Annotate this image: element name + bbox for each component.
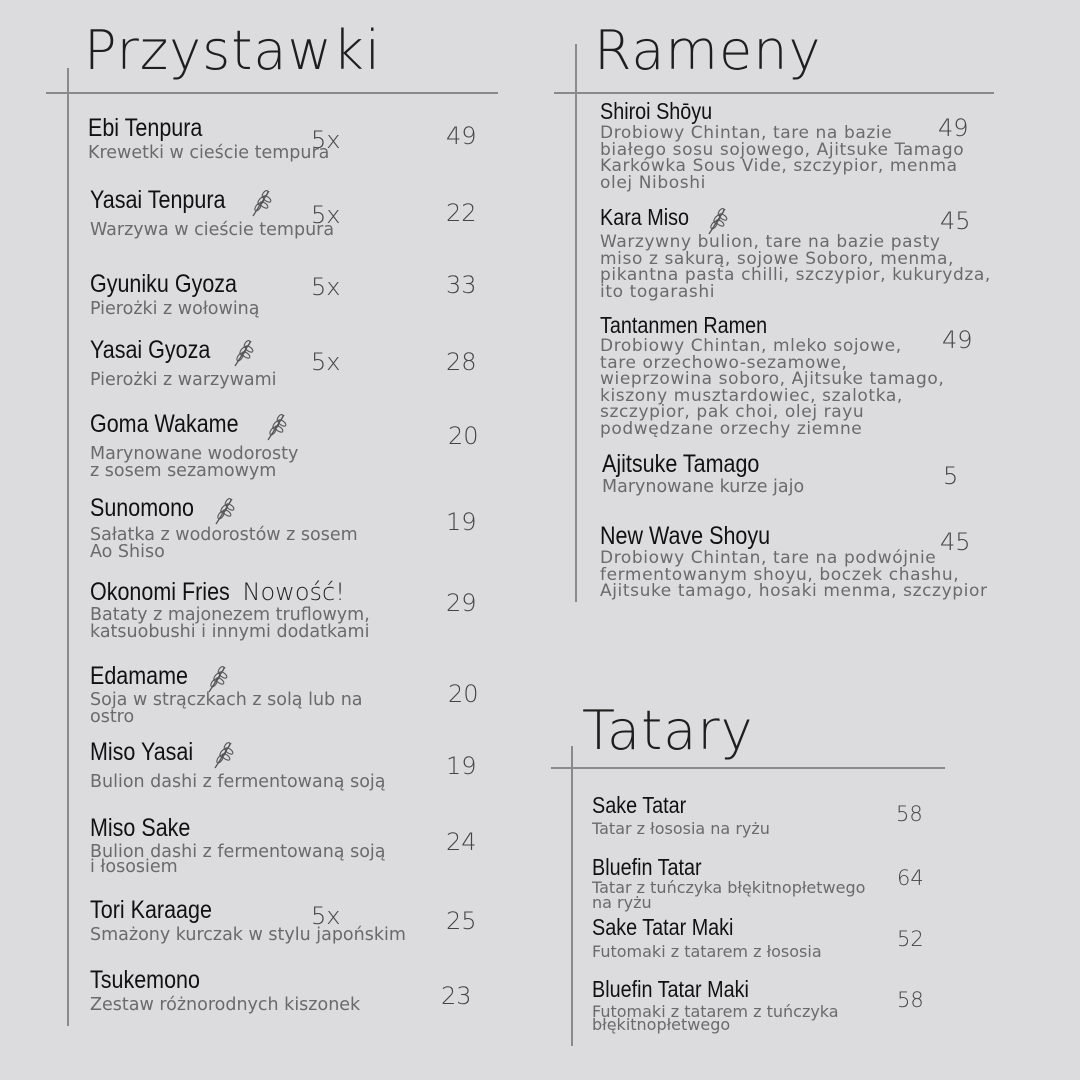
menu-item-tsukemono [90,968,360,1014]
item-description: Bataty z majonezem truflowym, katsuobushi i innymi dodatkami [90,605,370,642]
item-price: 19 [446,508,477,536]
menu-item-new-wave-shoyu [600,524,988,600]
item-name: Ajitsuke Tamago [602,450,760,478]
item-name: Sunomono [90,494,195,522]
leaf-icon [213,496,235,526]
item-price: 52 [897,927,924,951]
item-name: Yasai Tenpura [90,186,226,214]
item-name: Miso Sake [90,814,191,842]
item-price: 64 [897,866,924,890]
item-price: 20 [448,680,479,708]
item-name: Sake Tatar [592,792,687,818]
item-description: Futomaki z tatarem z łososia [592,942,822,961]
menu-item-shiroi-shoyu [600,100,964,191]
item-price: 49 [942,326,973,354]
menu-item-sunomono [90,496,358,561]
item-description: Soja w strączkach z solą lub na ostro [90,690,363,727]
leaf-icon [212,740,234,770]
item-description: Drobiowy Chintan, tare na podwójnie fermentowanym shoyu, boczek chashu, Ajitsuke tamago, hosaki menma, szczypior [600,548,988,601]
item-name: Ebi Tenpura [88,114,203,142]
menu-item-miso-yasai [90,740,386,791]
menu-item-tantanmen-ramen [600,314,944,437]
item-description: Pierożki z warzywami [90,370,277,390]
item-price: 45 [940,528,971,556]
item-description: Warzywa w cieście tempura [90,220,335,240]
item-description: Tatar z tuńczyka błękitnopłetwego na ryżu [592,878,866,912]
menu-item-gyuniku-gyoza [90,272,261,318]
menu-item-bluefin-tatar-maki [592,976,839,1034]
item-description: Zestaw różnorodnych kiszonek [90,995,361,1015]
item-quantity: 5x [311,126,341,154]
item-price: 5 [943,462,959,490]
item-price: 25 [446,907,477,935]
leaf-icon [232,338,254,368]
item-description: Futomaki z tatarem z tuńczyka błękitnopłetwego [592,1002,839,1034]
item-price: 22 [446,199,477,227]
item-price: 49 [446,122,477,150]
item-price: 20 [448,422,479,450]
item-name: Okonomi Fries [90,578,230,606]
item-name: Goma Wakame [90,410,239,438]
menu-item-sake-tatar-maki [592,916,822,959]
divider [571,746,573,1046]
item-quantity: 5x [311,348,341,376]
menu-item-yasai-gyoza [90,338,277,389]
item-price: 58 [896,802,923,826]
item-price: 33 [446,271,477,299]
menu-item-goma-wakame [90,412,298,480]
item-name: Tsukemono [90,966,200,994]
item-quantity: 5x [311,273,341,301]
item-description: Krewetki w cieście tempura [88,143,330,163]
item-name: Gyuniku Gyoza [90,270,237,298]
leaf-icon [265,412,287,442]
new-badge: Nowość! [242,578,345,606]
item-name: Tori Karaage [90,896,212,924]
divider [67,68,69,1026]
item-description: Pierożki z wołowiną [90,299,260,319]
item-quantity: 5x [311,902,341,930]
item-description: Marynowane wodorosty z sosem sezamowym [90,444,299,481]
divider [46,92,498,94]
menu-item-edamame [90,664,363,726]
item-price: 58 [897,988,924,1012]
menu-item-kara-miso [600,206,991,300]
item-price: 24 [446,828,477,856]
item-price: 49 [938,114,969,142]
item-name: Sake Tatar Maki [592,914,734,940]
item-price: 23 [441,982,472,1010]
item-description: Warzywny bulion, tare na bazie pasty miso z sakurą, sojowe Soboro, menma, pikantna pasta chilli, szczypior, kukurydza, ito togarashi [600,232,991,302]
divider [554,92,994,94]
item-description: Marynowane kurze jajo [602,477,805,497]
item-quantity: 5x [311,201,341,229]
menu-item-ajitsuke-tamago [602,452,804,496]
menu-item-bluefin-tatar [592,856,865,910]
item-price: 28 [446,348,477,376]
item-description: Bulion dashi z fermentowaną soją [90,772,386,792]
menu-item-yasai-tenpura [90,188,334,239]
section-title-przystawki: Przystawki [84,19,381,82]
divider [575,44,577,602]
item-name: Bluefin Tatar Maki [592,976,749,1002]
item-name: Edamame [90,662,188,690]
leaf-icon [250,188,272,218]
item-price: 19 [446,752,477,780]
item-description: Drobiowy Chintan, tare na bazie białego sosu sojowego, Ajitsuke Tamago Karkówka Sous Vide, szczypior, menma olej Niboshi [600,123,965,193]
menu-item-ebi-tenpura [88,116,329,162]
menu-item-sake-tatar [592,794,770,836]
item-name: Yasai Gyoza [90,336,211,364]
item-description: Tatar z łososia na ryżu [592,819,770,838]
item-name: Shiroi Shōyu [600,98,713,124]
item-description: Sałatka z wodorostów z sosem Ao Shiso [90,525,358,562]
section-title-tatary: Tatary [582,699,754,762]
item-description: Smażony kurczak w stylu japońskim [90,925,406,945]
divider [551,767,945,769]
item-price: 45 [940,207,971,235]
menu-item-tori-karaage [90,898,406,944]
item-price: 29 [446,589,477,617]
menu-item-miso-sake [90,816,386,875]
item-description: Bulion dashi z fermentowaną soją i łososiem [90,842,386,877]
item-name: Miso Yasai [90,738,194,766]
item-name: Tantanmen Ramen [600,312,768,338]
section-title-rameny: Rameny [594,19,822,82]
menu-item-okonomi-fries [90,578,370,641]
item-name: Kara Miso [600,204,690,230]
item-name: New Wave Shoyu [600,522,771,550]
item-description: Drobiowy Chintan, mleko sojowe, tare orzechowo-sezamowe, wieprzowina soboro, Ajitsuke tamago, kiszony musztardowiec, szalotka, szczypior, pak choi, olej rayu podwędzane orzechy ziemne [600,336,945,439]
item-name: Bluefin Tatar [592,854,702,880]
